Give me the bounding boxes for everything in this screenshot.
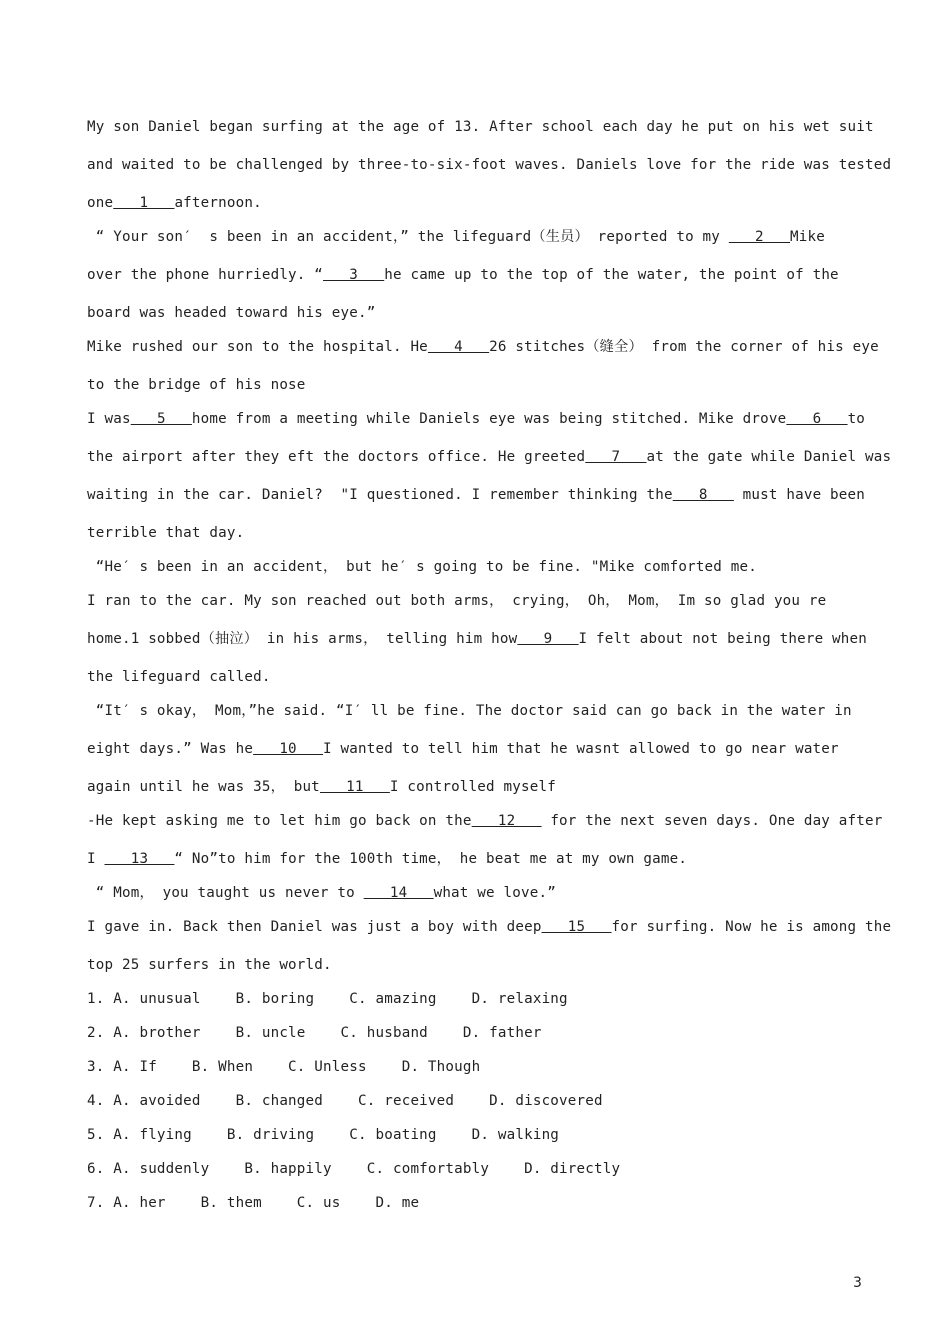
page-number: 3	[853, 1275, 862, 1291]
question-option-row: 3. A. If B. When C. Unless D. Though	[87, 1059, 481, 1075]
passage-line: I ran to the car. My son reached out both arms， crying， Oh， Mom， Im so glad you re	[87, 593, 827, 609]
passage-line: terrible that day.	[87, 525, 245, 541]
question-option-row: 1. A. unusual B. boring C. amazing D. relaxing	[87, 991, 568, 1007]
passage-line: waiting in the car. Daniel? "I questioned. I remember thinking the 8 must have been	[87, 487, 866, 503]
passage-line: I gave in. Back then Daniel was just a boy with deep 15 for surfing. Now he is among the	[87, 919, 892, 935]
passage-line: over the phone hurriedly. “ 3 he came up to the top of the water, the point of the	[87, 267, 839, 283]
passage-line: again until he was 35， but 11 I controlled myself	[87, 779, 556, 795]
blank-3: 3	[323, 267, 385, 283]
passage-line: the airport after they eft the doctors office. He greeted 7 at the gate while Daniel was	[87, 449, 892, 465]
question-option-row: 6. A. suddenly B. happily C. comfortably D. directly	[87, 1161, 621, 1177]
passage-line: top 25 surfers in the world.	[87, 957, 332, 973]
blank-10: 10	[253, 741, 324, 757]
passage-line: I was 5 home from a meeting while Daniels eye was being stitched. Mike drove 6 to	[87, 411, 866, 427]
passage-line: one 1 afternoon.	[87, 195, 262, 211]
passage-line: “He′ s been in an accident， but he′ s going to be fine. "Mike comforted me.	[87, 559, 758, 575]
blank-12: 12	[471, 813, 542, 829]
blank-13: 13	[104, 851, 175, 867]
document-page	[87, 115, 892, 1225]
passage-line: “It′ s okay， Mom，”he said. “I′ ll be fine. The doctor said can go back in the water in	[87, 703, 852, 719]
blank-1: 1	[113, 195, 175, 211]
passage-line: the lifeguard called.	[87, 669, 271, 685]
blank-9: 9	[517, 631, 579, 647]
passage-line: home.1 sobbed（抽泣） in his arms， telling him how 9 I felt about not being there when	[87, 631, 868, 647]
passage-line: eight days.” Was he 10 I wanted to tell him that he wasnt allowed to go near water	[87, 741, 839, 757]
blank-15: 15	[541, 919, 612, 935]
blank-8: 8	[672, 487, 734, 503]
passage-line: to the bridge of his nose	[87, 377, 306, 393]
blank-2: 2	[728, 229, 790, 245]
blank-7: 7	[585, 449, 647, 465]
question-option-row: 5. A. flying B. driving C. boating D. walking	[87, 1127, 560, 1143]
passage-line: “ Mom， you taught us never to 14 what we love.”	[87, 885, 556, 901]
blank-14: 14	[363, 885, 434, 901]
blank-11: 11	[319, 779, 390, 795]
passage-line: and waited to be challenged by three-to-six-foot waves. Daniels love for the ride was tested	[87, 157, 892, 173]
passage-line: I 13 “ No”to him for the 100th time， he beat me at my own game.	[87, 851, 688, 867]
question-option-row: 2. A. brother B. uncle C. husband D. father	[87, 1025, 542, 1041]
passage-line: “ Your son′ s been in an accident，” the lifeguard（生员） reported to my 2 Mike	[87, 229, 825, 245]
passage-line: -He kept asking me to let him go back on the 12 for the next seven days. One day after	[87, 813, 883, 829]
question-option-row: 4. A. avoided B. changed C. received D. discovered	[87, 1093, 603, 1109]
question-option-row: 7. A. her B. them C. us D. me	[87, 1195, 420, 1211]
passage-line: My son Daniel began surfing at the age of 13. After school each day he put on his wet suit	[87, 119, 874, 135]
passage-line: board was headed toward his eye.”	[87, 305, 376, 321]
blank-6: 6	[786, 411, 848, 427]
blank-5: 5	[130, 411, 192, 427]
passage-line: Mike rushed our son to the hospital. He 4 26 stitches（缝全） from the corner of his eye	[87, 339, 879, 355]
blank-4: 4	[427, 339, 490, 355]
